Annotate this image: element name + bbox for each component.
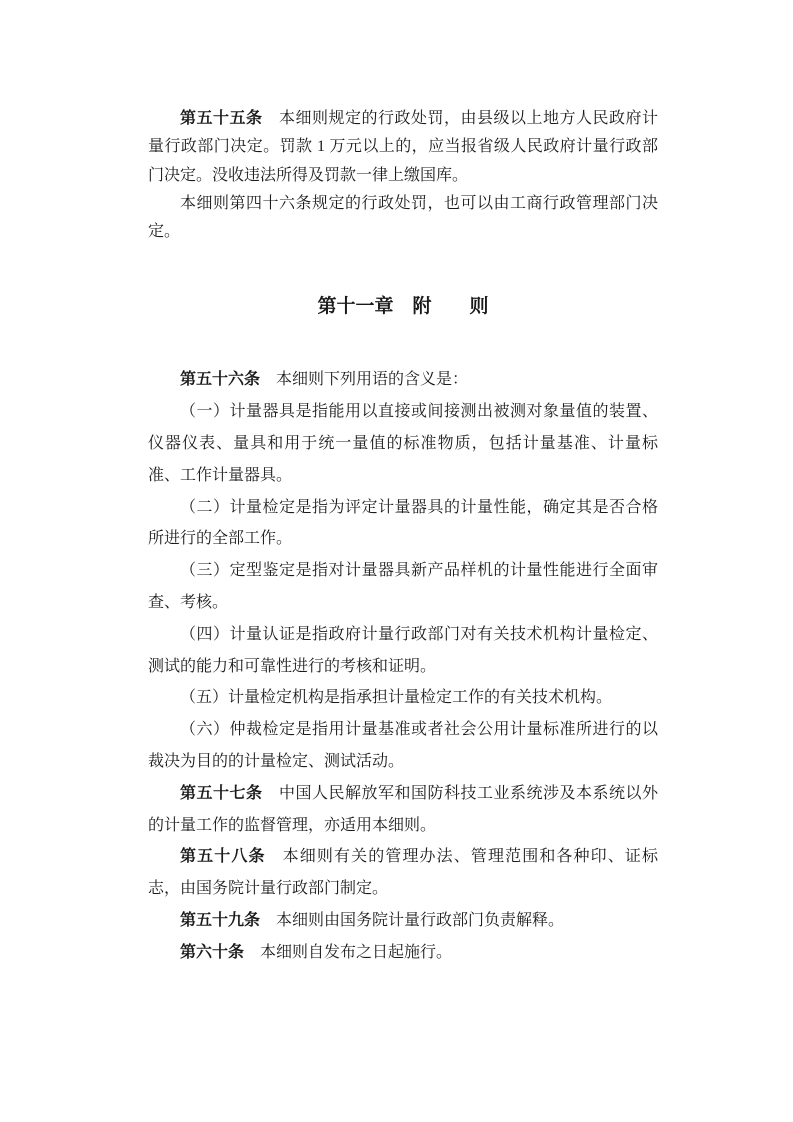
article-57-paragraph: [148, 778, 658, 842]
article-56-text: 本细则下列用语的含义是：: [260, 371, 469, 389]
definition-item-6: [148, 714, 658, 778]
definition-item-2: [148, 492, 658, 556]
article-56-number: 第五十六条: [180, 371, 261, 389]
definition-item-1-text: （一）计量器具是指能用以直接或间接测出被测对象量值的装置、仪器仪表、量具和用于统一量值的标准物质，包括计量基准、计量标准、工作计量器具。: [148, 403, 658, 484]
section-penalties: [148, 105, 658, 246]
article-56-paragraph: [148, 364, 658, 396]
definition-item-1: [148, 396, 658, 491]
definition-item-5: [148, 682, 658, 714]
article-60-text: 本细则自发布之日起施行。: [244, 943, 453, 961]
article-59-number: 第五十九条: [180, 912, 261, 930]
definition-item-6-text: （六）仲裁检定是指用计量基准或者社会公用计量标准所进行的以裁决为目的的计量检定、测试活动。: [148, 721, 658, 771]
definition-item-4-text: （四）计量认证是指政府计量行政部门对有关技术机构计量检定、测试的能力和可靠性进行的考核和证明。: [148, 625, 658, 675]
definition-item-4: [148, 619, 658, 683]
definition-item-3: [148, 555, 658, 619]
article-60-paragraph: [148, 937, 658, 969]
article-58-text: 本细则有关的管理办法、管理范围和各种印、证标志，由国务院计量行政部门制定。: [148, 848, 658, 898]
article-57-number: 第五十七条: [180, 784, 263, 802]
article-58-number: 第五十八条: [180, 848, 266, 866]
definition-item-5-text: （五）计量检定机构是指承担计量检定工作的有关技术机构。: [180, 689, 613, 707]
article-60-number: 第六十条: [180, 943, 245, 961]
definition-item-2-text: （二）计量检定是指为评定计量器具的计量性能，确定其是否合格所进行的全部工作。: [148, 498, 658, 548]
article-55-paragraph-2-text: 本细则第四十六条规定的行政处罚，也可以由工商行政管理部门决定。: [148, 194, 658, 241]
definition-item-3-text: （三）定型鉴定是指对计量器具新产品样机的计量性能进行全面审查、考核。: [148, 562, 658, 612]
article-57-text: 中国人民解放军和国防科技工业系统涉及本系统以外的计量工作的监督管理，亦适用本细则。: [148, 784, 658, 834]
section-supplementary: [148, 364, 658, 968]
article-58-paragraph: [148, 841, 658, 905]
article-59-paragraph: [148, 905, 658, 937]
chapter-heading: 第十一章 附 则: [317, 296, 489, 318]
article-55-text: 本细则规定的行政处罚，由县级以上地方人民政府计量行政部门决定。罚款 1 万元以上的，应当报省级人民政府计量行政部门决定。没收违法所得及罚款一律上缴国库。: [148, 110, 658, 184]
article-59-text: 本细则由国务院计量行政部门负责解释。: [260, 912, 565, 930]
article-55-paragraph-2: [148, 190, 658, 247]
article-55-paragraph: [148, 105, 658, 190]
article-55-number: 第五十五条: [180, 110, 263, 127]
